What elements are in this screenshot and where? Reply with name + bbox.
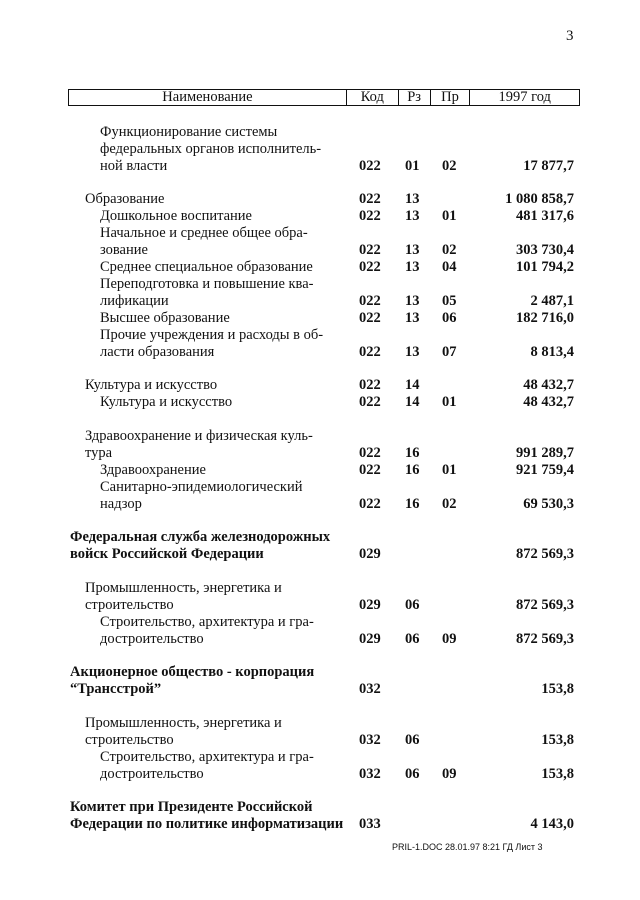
row-amount: 872 569,3 xyxy=(516,597,574,613)
header-rz: Рз xyxy=(398,90,430,105)
row-kod: 022 xyxy=(359,445,381,461)
row-name-line: федеральных органов исполнитель- xyxy=(100,141,322,157)
row-pr: 07 xyxy=(442,344,457,360)
row-amount: 872 569,3 xyxy=(516,546,574,562)
row-amount: 101 794,2 xyxy=(516,259,574,275)
row-amount: 153,8 xyxy=(541,766,574,782)
row-name-line: Акционерное общество - корпорация xyxy=(70,664,315,680)
row-kod: 022 xyxy=(359,462,381,478)
row-name-line: Образование xyxy=(85,191,165,207)
row-kod: 029 xyxy=(359,546,381,562)
row-kod: 022 xyxy=(359,259,381,275)
row-rz: 06 xyxy=(405,766,420,782)
row-kod: 022 xyxy=(359,394,381,410)
row-rz: 13 xyxy=(405,344,420,360)
row-kod: 032 xyxy=(359,766,381,782)
row-kod: 022 xyxy=(359,344,381,360)
row-name-line: Среднее специальное образование xyxy=(100,259,313,275)
row-pr: 01 xyxy=(442,394,457,410)
row-pr: 05 xyxy=(442,293,457,309)
row-pr: 04 xyxy=(442,259,457,275)
row-rz: 13 xyxy=(405,310,420,326)
row-kod: 022 xyxy=(359,310,381,326)
row-name-line: Переподготовка и повышение ква- xyxy=(100,276,314,292)
row-kod: 029 xyxy=(359,597,381,613)
row-rz: 14 xyxy=(405,377,420,393)
row-name-line: Культура и искусство xyxy=(100,394,233,410)
row-pr: 01 xyxy=(442,208,457,224)
row-amount: 69 530,3 xyxy=(523,496,574,512)
row-pr: 01 xyxy=(442,462,457,478)
row-name-line: Федеральная служба железнодорожных xyxy=(70,529,331,545)
row-rz: 16 xyxy=(405,445,420,461)
row-kod: 022 xyxy=(359,377,381,393)
row-amount: 17 877,7 xyxy=(523,158,574,174)
row-name-line: тура xyxy=(85,445,113,461)
row-amount: 48 432,7 xyxy=(523,394,574,410)
row-amount: 921 759,4 xyxy=(516,462,574,478)
row-amount: 303 730,4 xyxy=(516,242,574,258)
row-amount: 182 716,0 xyxy=(516,310,574,326)
row-rz: 13 xyxy=(405,208,420,224)
row-pr: 02 xyxy=(442,496,457,512)
row-amount: 2 487,1 xyxy=(530,293,574,309)
row-name-line: строительство xyxy=(85,732,174,748)
row-rz: 13 xyxy=(405,242,420,258)
header-kod: Код xyxy=(346,90,398,105)
row-amount: 481 317,6 xyxy=(516,208,574,224)
row-rz: 13 xyxy=(405,293,420,309)
row-rz: 06 xyxy=(405,631,420,647)
row-name-line: строительство xyxy=(85,597,174,613)
row-rz: 06 xyxy=(405,597,420,613)
row-amount: 8 813,4 xyxy=(530,344,574,360)
row-amount: 1 080 858,7 xyxy=(505,191,574,207)
row-rz: 06 xyxy=(405,732,420,748)
row-name-line: ной власти xyxy=(100,158,168,174)
row-kod: 022 xyxy=(359,496,381,512)
row-name-line: Прочие учреждения и расходы в об- xyxy=(100,327,324,343)
row-name-line: Высшее образование xyxy=(100,310,230,326)
row-amount: 153,8 xyxy=(541,681,574,697)
row-name-line: войск Российской Федерации xyxy=(70,546,264,562)
row-kod: 029 xyxy=(359,631,381,647)
row-kod: 022 xyxy=(359,242,381,258)
row-name-line: Федерации по политике информатизации xyxy=(70,816,344,832)
row-rz: 16 xyxy=(405,462,420,478)
row-name-line: Промышленность, энергетика и xyxy=(85,715,282,731)
header-year: 1997 год xyxy=(469,90,579,105)
row-name-line: Здравоохранение и физическая куль- xyxy=(85,428,313,444)
row-kod: 032 xyxy=(359,732,381,748)
row-pr: 02 xyxy=(442,158,457,174)
row-amount: 48 432,7 xyxy=(523,377,574,393)
row-rz: 14 xyxy=(405,394,420,410)
row-name-line: Строительство, архитектура и гра- xyxy=(100,614,314,630)
row-rz: 13 xyxy=(405,259,420,275)
row-name-line: Комитет при Президенте Российской xyxy=(70,799,313,815)
row-name-line: достроительство xyxy=(100,631,204,647)
row-amount: 872 569,3 xyxy=(516,631,574,647)
row-name-line: Начальное и среднее общее обра- xyxy=(100,225,308,241)
page-number: 3 xyxy=(566,28,574,44)
row-pr: 02 xyxy=(442,242,457,258)
row-name-line: Строительство, архитектура и гра- xyxy=(100,749,314,765)
row-name-line: Санитарно-эпидемиологический xyxy=(100,479,303,495)
footer: PRIL-1.DOC 28.01.97 8:21 ГД Лист 3 xyxy=(392,842,543,852)
row-kod: 022 xyxy=(359,158,381,174)
row-kod: 033 xyxy=(359,816,381,832)
row-kod: 032 xyxy=(359,681,381,697)
row-rz: 16 xyxy=(405,496,420,512)
row-name-line: Здравоохранение xyxy=(100,462,206,478)
row-name-line: Дошкольное воспитание xyxy=(100,208,252,224)
row-name-line: достроительство xyxy=(100,766,204,782)
row-kod: 022 xyxy=(359,293,381,309)
header-pr: Пр xyxy=(430,90,470,105)
header-name: Наименование xyxy=(162,89,253,105)
row-kod: 022 xyxy=(359,191,381,207)
row-name-line: надзор xyxy=(100,496,142,512)
row-name-line: лификации xyxy=(100,293,169,309)
row-amount: 153,8 xyxy=(541,732,574,748)
row-kod: 022 xyxy=(359,208,381,224)
row-name-line: Промышленность, энергетика и xyxy=(85,580,282,596)
row-amount: 4 143,0 xyxy=(530,816,574,832)
row-name-line: Культура и искусство xyxy=(85,377,218,393)
row-name-line: “Трансстрой” xyxy=(70,681,162,697)
row-name-line: Функционирование системы xyxy=(100,124,278,140)
table-header xyxy=(68,89,580,106)
row-amount: 991 289,7 xyxy=(516,445,574,461)
row-rz: 13 xyxy=(405,191,420,207)
row-pr: 09 xyxy=(442,766,457,782)
row-pr: 09 xyxy=(442,631,457,647)
row-name-line: зование xyxy=(100,242,148,258)
row-pr: 06 xyxy=(442,310,457,326)
row-rz: 01 xyxy=(405,158,420,174)
row-name-line: ласти образования xyxy=(100,344,215,360)
